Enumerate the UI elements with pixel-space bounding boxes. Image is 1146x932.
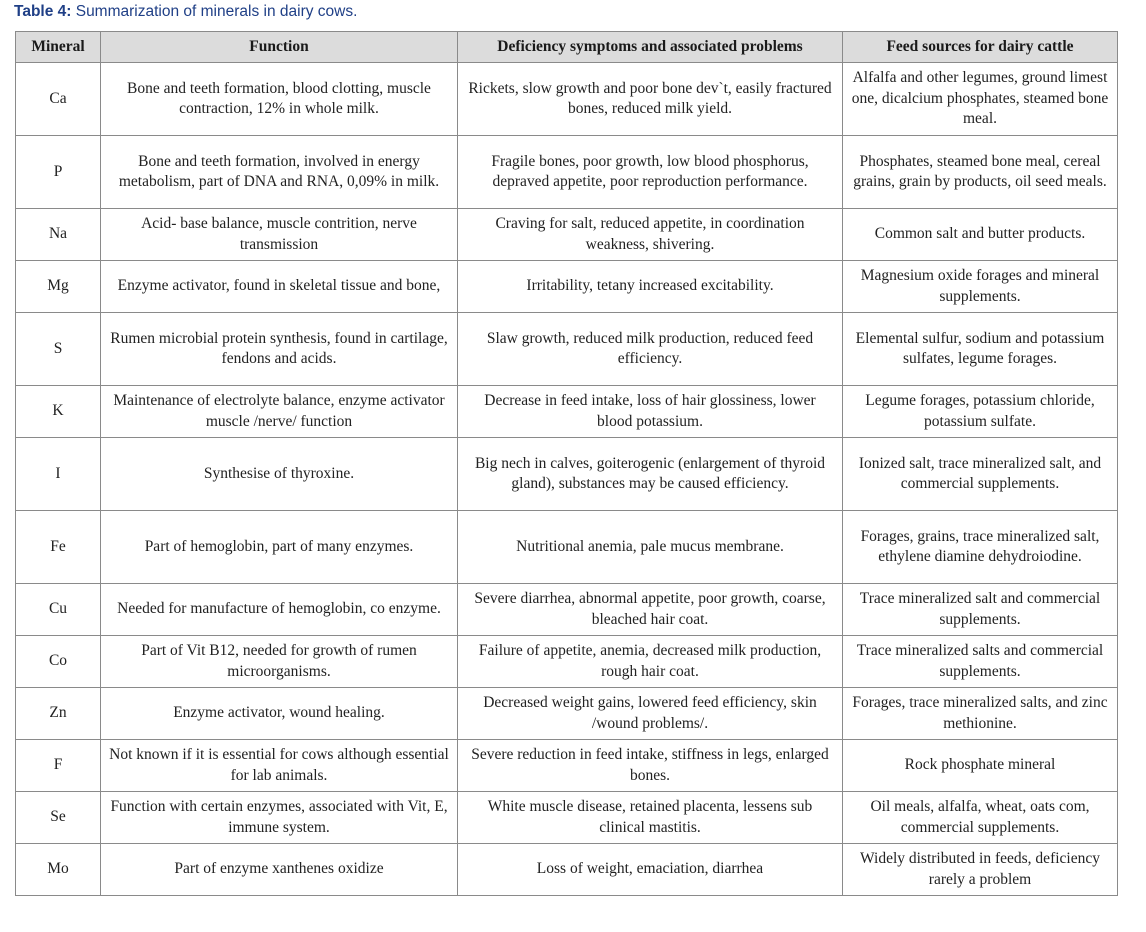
header-function: Function [101, 32, 458, 63]
cell-feed: Rock phosphate mineral [843, 740, 1118, 792]
cell-feed: Common salt and butter products. [843, 209, 1118, 261]
header-feed: Feed sources for dairy cattle [843, 32, 1118, 63]
cell-mineral: Fe [16, 511, 101, 584]
table-row-mo [16, 844, 1118, 896]
cell-mineral: K [16, 386, 101, 438]
header-row [16, 32, 1118, 63]
cell-deficiency: Loss of weight, emaciation, diarrhea [458, 844, 843, 896]
cell-mineral: Mo [16, 844, 101, 896]
cell-function: Rumen microbial protein synthesis, found in cartilage, fendons and acids. [101, 313, 458, 386]
cell-mineral: Se [16, 792, 101, 844]
cell-deficiency: Severe diarrhea, abnormal appetite, poor growth, coarse, bleached hair coat. [458, 584, 843, 636]
header-mineral: Mineral [16, 32, 101, 63]
cell-deficiency: Fragile bones, poor growth, low blood phosphorus, depraved appetite, poor reproduction performance. [458, 136, 843, 209]
cell-feed: Forages, grains, trace mineralized salt, ethylene diamine dehydroiodine. [843, 511, 1118, 584]
cell-deficiency: Decrease in feed intake, loss of hair glossiness, lower blood potassium. [458, 386, 843, 438]
cell-function: Synthesise of thyroxine. [101, 438, 458, 511]
table-row-co [16, 636, 1118, 688]
caption-text: Summarization of minerals in dairy cows. [71, 3, 358, 20]
cell-mineral: Mg [16, 261, 101, 313]
cell-function: Part of hemoglobin, part of many enzymes. [101, 511, 458, 584]
cell-function: Bone and teeth formation, blood clotting, muscle contraction, 12% in whole milk. [101, 63, 458, 136]
minerals-table [15, 31, 1118, 896]
cell-deficiency: Slaw growth, reduced milk production, reduced feed efficiency. [458, 313, 843, 386]
table-row-mg [16, 261, 1118, 313]
cell-mineral: Na [16, 209, 101, 261]
cell-feed: Magnesium oxide forages and mineral supplements. [843, 261, 1118, 313]
cell-function: Function with certain enzymes, associated with Vit, E, immune system. [101, 792, 458, 844]
table-row-na [16, 209, 1118, 261]
cell-function: Enzyme activator, found in skeletal tissue and bone, [101, 261, 458, 313]
cell-deficiency: Nutritional anemia, pale mucus membrane. [458, 511, 843, 584]
cell-deficiency: White muscle disease, retained placenta, lessens sub clinical mastitis. [458, 792, 843, 844]
cell-function: Bone and teeth formation, involved in energy metabolism, part of DNA and RNA, 0,09% in milk. [101, 136, 458, 209]
table-row-fe [16, 511, 1118, 584]
header-deficiency: Deficiency symptoms and associated problems [458, 32, 843, 63]
cell-function: Enzyme activator, wound healing. [101, 688, 458, 740]
cell-deficiency: Decreased weight gains, lowered feed efficiency, skin /wound problems/. [458, 688, 843, 740]
cell-mineral: I [16, 438, 101, 511]
cell-feed: Forages, trace mineralized salts, and zinc methionine. [843, 688, 1118, 740]
cell-feed: Widely distributed in feeds, deficiency rarely a problem [843, 844, 1118, 896]
table-caption [14, 3, 357, 21]
cell-deficiency: Severe reduction in feed intake, stiffness in legs, enlarged bones. [458, 740, 843, 792]
cell-feed: Trace mineralized salts and commercial supplements. [843, 636, 1118, 688]
cell-deficiency: Failure of appetite, anemia, decreased milk production, rough hair coat. [458, 636, 843, 688]
cell-function: Part of enzyme xanthenes oxidize [101, 844, 458, 896]
cell-deficiency: Irritability, tetany increased excitability. [458, 261, 843, 313]
cell-function: Not known if it is essential for cows although essential for lab animals. [101, 740, 458, 792]
cell-mineral: S [16, 313, 101, 386]
cell-feed: Elemental sulfur, sodium and potassium sulfates, legume forages. [843, 313, 1118, 386]
cell-mineral: Zn [16, 688, 101, 740]
cell-function: Maintenance of electrolyte balance, enzyme activator muscle /nerve/ function [101, 386, 458, 438]
cell-feed: Ionized salt, trace mineralized salt, and commercial supplements. [843, 438, 1118, 511]
cell-function: Acid- base balance, muscle contrition, nerve transmission [101, 209, 458, 261]
cell-deficiency: Rickets, slow growth and poor bone dev`t, easily fractured bones, reduced milk yield. [458, 63, 843, 136]
cell-mineral: Ca [16, 63, 101, 136]
cell-deficiency: Craving for salt, reduced appetite, in coordination weakness, shivering. [458, 209, 843, 261]
cell-feed: Trace mineralized salt and commercial supplements. [843, 584, 1118, 636]
table-row-se [16, 792, 1118, 844]
cell-mineral: Co [16, 636, 101, 688]
table-row-s [16, 313, 1118, 386]
cell-deficiency: Big nech in calves, goiterogenic (enlargement of thyroid gland), substances may be caused efficiency. [458, 438, 843, 511]
table-row-cu [16, 584, 1118, 636]
cell-feed: Phosphates, steamed bone meal, cereal grains, grain by products, oil seed meals. [843, 136, 1118, 209]
table-row-k [16, 386, 1118, 438]
cell-mineral: Cu [16, 584, 101, 636]
table-row-i [16, 438, 1118, 511]
table-row-p [16, 136, 1118, 209]
cell-function: Needed for manufacture of hemoglobin, co enzyme. [101, 584, 458, 636]
table-row-f [16, 740, 1118, 792]
cell-function: Part of Vit B12, needed for growth of rumen microorganisms. [101, 636, 458, 688]
table-row-ca [16, 63, 1118, 136]
caption-label: Table 4: [14, 3, 72, 20]
cell-feed: Legume forages, potassium chloride, potassium sulfate. [843, 386, 1118, 438]
cell-mineral: P [16, 136, 101, 209]
table-row-zn [16, 688, 1118, 740]
cell-feed: Oil meals, alfalfa, wheat, oats com, commercial supplements. [843, 792, 1118, 844]
cell-feed: Alfalfa and other legumes, ground limest one, dicalcium phosphates, steamed bone meal. [843, 63, 1118, 136]
cell-mineral: F [16, 740, 101, 792]
